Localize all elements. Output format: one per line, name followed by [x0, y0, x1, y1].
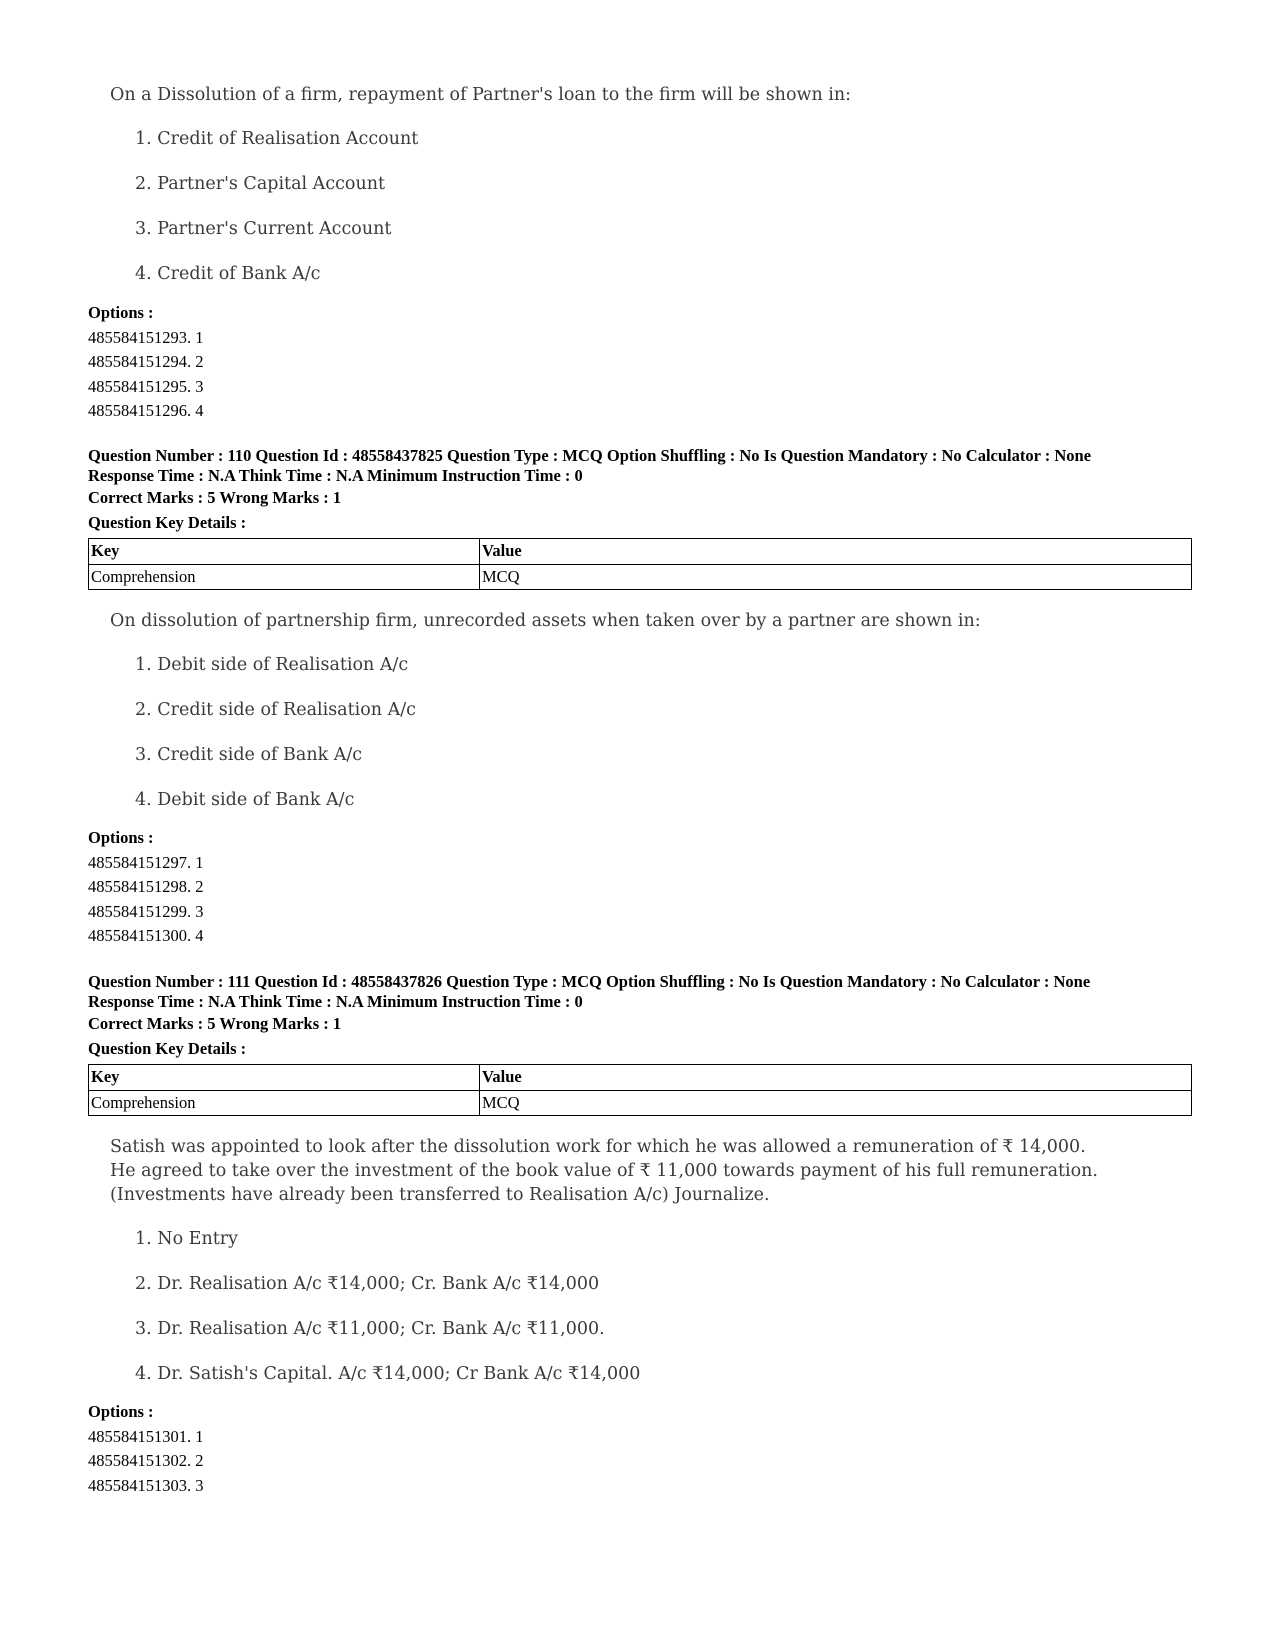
options-block [88, 1400, 1198, 1498]
table-cell: MCQ [480, 564, 1192, 590]
key-details-label: Question Key Details : [88, 512, 247, 532]
table-header-row [89, 1065, 1192, 1091]
option-id: 485584151302. 2 [88, 1451, 204, 1470]
question-option: 3. Dr. Realisation A/c ₹11,000; Cr. Bank A/c ₹11,000. [135, 1319, 605, 1339]
table-row [89, 564, 1192, 590]
options-label: Options : [88, 1402, 154, 1421]
question-option: 4. Dr. Satish's Capital. A/c ₹14,000; Cr Bank A/c ₹14,000 [135, 1364, 641, 1384]
question-option: 1. Credit of Realisation Account [135, 129, 419, 149]
options-label: Options : [88, 303, 154, 322]
question-option: 2. Dr. Realisation A/c ₹14,000; Cr. Bank A/c ₹14,000 [135, 1274, 600, 1294]
question-stem: On a Dissolution of a firm, repayment of Partner's loan to the firm will be shown in: [110, 85, 852, 105]
question-marks: Correct Marks : 5 Wrong Marks : 1 [88, 1014, 342, 1033]
question-meta: Question Number : 110 Question Id : 48558437825 Question Type : MCQ Option Shuffling : No Is Question Mandatory : No Calculator : None [88, 446, 1092, 465]
question-header [88, 972, 1198, 1116]
option-id: 485584151300. 4 [88, 926, 204, 945]
option-id: 485584151303. 3 [88, 1475, 204, 1495]
key-details-table [88, 538, 1192, 590]
question-stem: He agreed to take over the investment of the book value of ₹ 11,000 towards payment of his full remuneration. [110, 1161, 1098, 1181]
question-stem: Satish was appointed to look after the dissolution work for which he was allowed a remuneration of ₹ 14,000. [110, 1137, 1086, 1157]
key-details-label: Question Key Details : [88, 1038, 247, 1058]
question-timing: Response Time : N.A Think Time : N.A Minimum Instruction Time : 0 [88, 992, 583, 1011]
options-block [88, 826, 1198, 949]
options-label: Options : [88, 828, 154, 847]
table-cell: MCQ [480, 1090, 1192, 1116]
question-marks: Correct Marks : 5 Wrong Marks : 1 [88, 488, 342, 507]
option-id: 485584151301. 1 [88, 1426, 204, 1446]
question-option: 4. Debit side of Bank A/c [135, 790, 355, 810]
question-image [110, 83, 851, 307]
option-id: 485584151294. 2 [88, 352, 204, 371]
table-header-key: Key [89, 1065, 480, 1091]
question-option: 1. No Entry [135, 1229, 239, 1249]
question-stem: (Investments have already been transferred to Realisation A/c) Journalize. [110, 1185, 770, 1205]
table-header-row [89, 539, 1192, 565]
question-option: 1. Debit side of Realisation A/c [135, 655, 409, 675]
question-timing: Response Time : N.A Think Time : N.A Minimum Instruction Time : 0 [88, 466, 583, 485]
question-option: 2. Partner's Capital Account [135, 174, 386, 194]
table-header-key: Key [89, 539, 480, 565]
question-image [110, 1135, 1098, 1407]
option-id: 485584151299. 3 [88, 901, 204, 921]
table-header-value: Value [480, 1065, 1192, 1091]
question-image [110, 609, 981, 833]
table-header-value: Value [480, 539, 1192, 565]
question-option: 3. Credit side of Bank A/c [135, 745, 363, 765]
table-row [89, 1090, 1192, 1116]
option-id: 485584151298. 2 [88, 877, 204, 896]
option-id: 485584151297. 1 [88, 852, 204, 872]
option-id: 485584151295. 3 [88, 376, 204, 396]
question-header [88, 446, 1198, 590]
options-block [88, 301, 1198, 424]
question-option: 4. Credit of Bank A/c [135, 264, 321, 284]
question-meta: Question Number : 111 Question Id : 48558437826 Question Type : MCQ Option Shuffling : No Is Question Mandatory : No Calculator : None [88, 972, 1091, 991]
option-id: 485584151296. 4 [88, 401, 204, 420]
table-cell: Comprehension [89, 564, 480, 590]
table-cell: Comprehension [89, 1090, 480, 1116]
question-option: 3. Partner's Current Account [135, 219, 392, 239]
question-option: 2. Credit side of Realisation A/c [135, 700, 416, 720]
question-stem: On dissolution of partnership firm, unrecorded assets when taken over by a partner are shown in: [110, 611, 981, 631]
option-id: 485584151293. 1 [88, 327, 204, 347]
key-details-table [88, 1064, 1192, 1116]
